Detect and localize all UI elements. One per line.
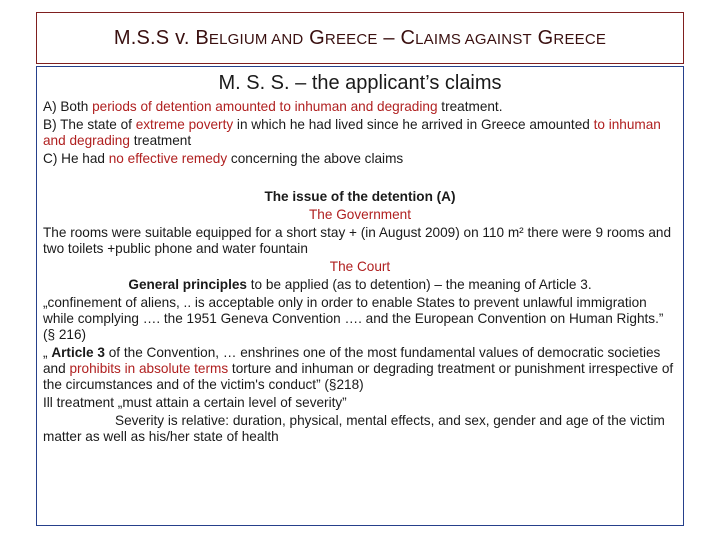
title-part: REECE bbox=[553, 30, 607, 48]
claim-highlight: to inhuman and degrading bbox=[43, 117, 661, 148]
claim-c bbox=[43, 151, 677, 167]
title-part: REECE bbox=[324, 30, 378, 48]
claim-highlight: periods of detention amounted to inhuman and degrading bbox=[92, 99, 438, 114]
government-text: The rooms were suitable equipped for a short stay + (in August 2009) on 110 m² there were 9 rooms and two toilets +public phone and water fountain bbox=[43, 225, 672, 256]
title-part: LAIMS AGAINST bbox=[415, 30, 532, 48]
claim-text: treatment bbox=[129, 133, 192, 148]
quote-text: of the Convention, … enshrines one of the most fundamental values of democratic societies and bbox=[43, 345, 661, 376]
title-part: G bbox=[531, 26, 554, 49]
court-label: The Court bbox=[329, 259, 391, 274]
claim-b bbox=[43, 117, 677, 149]
claim-text: in which he had lived since he arrived in Greece amounted bbox=[233, 117, 594, 132]
general-principles-bold: General principles bbox=[128, 277, 247, 292]
spacer bbox=[43, 167, 677, 189]
claim-text: B) The state of bbox=[43, 117, 136, 132]
title-part: ELGIUM AND bbox=[208, 30, 304, 48]
slide-title bbox=[114, 27, 606, 50]
detention-heading: The issue of the detention (A) bbox=[264, 189, 456, 204]
title-part: G bbox=[303, 26, 325, 49]
severity-content: Severity is relative: duration, physical, mental effects, and sex, gender and age of the victim matter as well as his/her state of health bbox=[43, 413, 665, 444]
severity-text bbox=[43, 413, 677, 445]
quote-bold: Article 3 bbox=[51, 345, 105, 360]
title-box bbox=[36, 12, 684, 64]
general-principles bbox=[43, 277, 677, 293]
content-box bbox=[36, 66, 684, 526]
claim-text: A) Both bbox=[43, 99, 93, 114]
quote-text: torture and inhuman or degrading treatment or punishment irrespective of the circumstances and of the victim's conduct” (§218) bbox=[43, 361, 674, 392]
claim-text: concerning the above claims bbox=[227, 151, 404, 166]
title-part: – C bbox=[377, 26, 416, 49]
ill-treatment: Ill treatment „must attain a certain level of severity” bbox=[43, 395, 347, 410]
quote-text: „ bbox=[43, 345, 52, 360]
quote-highlight: prohibits in absolute terms bbox=[69, 361, 229, 376]
claim-highlight: no effective remedy bbox=[108, 151, 228, 166]
general-principles-text: to be applied (as to detention) – the meaning of Article 3. bbox=[247, 277, 592, 292]
quote-216: „confinement of aliens, .. is acceptable only in order to enable States to prevent unlawful immigration while complying …. the 1951 Geneva Convention …. and the European Convention on Human Rights.” (§ 216) bbox=[43, 295, 664, 342]
slide-subtitle: M. S. S. – the applicant’s claims bbox=[218, 72, 502, 94]
claim-a bbox=[43, 99, 677, 115]
claim-highlight: extreme poverty bbox=[135, 117, 234, 132]
title-part: M.S.S v. B bbox=[113, 26, 209, 49]
government-label: The Government bbox=[309, 207, 411, 222]
claim-text: C) He had bbox=[43, 151, 109, 166]
quote-218 bbox=[43, 345, 677, 393]
claim-text: treatment. bbox=[437, 99, 503, 114]
